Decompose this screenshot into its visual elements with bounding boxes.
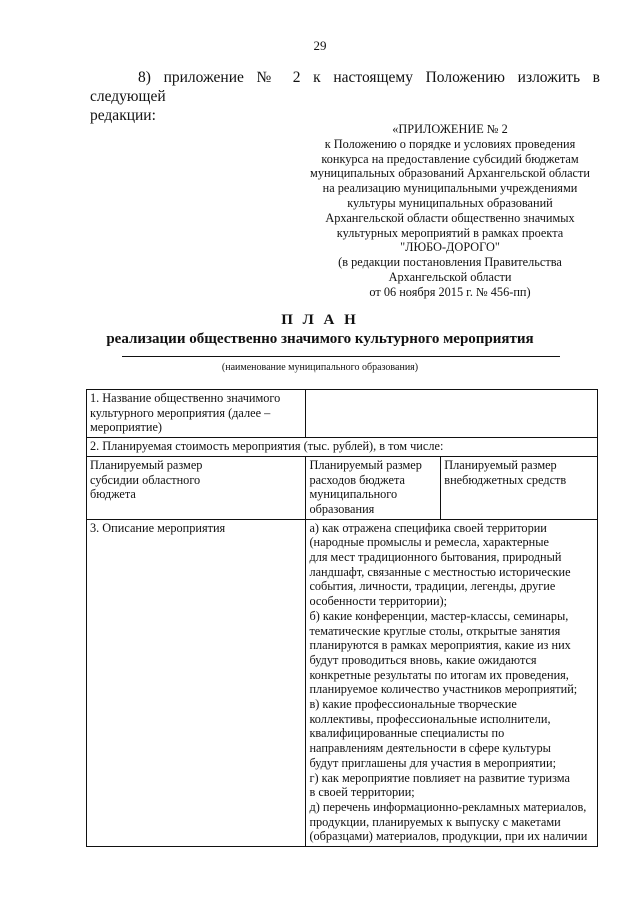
appendix-line: к Положению о порядке и условиях проведения [324, 136, 576, 151]
plan-table [86, 389, 598, 847]
table-row [87, 390, 598, 438]
cost-col-municipal: Планируемый размер расходов бюджета муниципального образования [306, 456, 441, 519]
table-row [87, 438, 598, 457]
cost-col-regional: Планируемый размер субсидии областного бюджета [87, 456, 306, 519]
appendix-line: "ЛЮБО-ДОРОГО" [400, 240, 500, 255]
appendix-line: на реализацию муниципальными учреждениями [322, 181, 578, 196]
plan-title: П Л А Н [281, 312, 359, 328]
table-row [87, 456, 598, 519]
appendix-line: культурных мероприятий в рамках проекта [336, 225, 564, 240]
appendix-line: от 06 ноября 2015 г. № 456-пп) [369, 284, 531, 299]
appendix-line: конкурса на предоставление субсидий бюджетам [321, 151, 579, 166]
appendix-header [290, 122, 610, 300]
appendix-line: «ПРИЛОЖЕНИЕ № 2 [392, 122, 508, 136]
page-number: 29 [313, 38, 327, 53]
appendix-line: культуры муниципальных образований [347, 195, 553, 210]
description-text: а) как отражена специфика своей территории (народные промыслы и ремесла, характерные для мест традиционного бытования, природный ландшафт, связанные с местностью исторические события, личности, традиции, легенды, другие особенности территории); б) какие конференции, мастер-классы, семинары, тематические круглые столы, открытые занятия планируются в рамках мероприятия, какие из них будут проводиться вновь, какие ожидаются конкретные результаты по итогам их проведения, планируемое количество участников мероприятий; в) какие профессиональные творческие коллективы, профессиональные исполнители, квалифицированные специалисты по направлениям деятельности в сфере культуры будут приглашены для участия в мероприятии; г) как мероприятие повлияет на развитие туризма в своей территории; д) перечень информационно-рекламных материалов, продукции, планируемых к выпуску с макетами (образцами) материалов, продукции, при их наличии [306, 519, 598, 846]
plan-subtitle: реализации общественно значимого культурного мероприятия [106, 331, 534, 347]
table-row [87, 519, 598, 846]
municipality-caption: (наименование муниципального образования) [221, 362, 419, 373]
intro-line-1: 8) приложение № 2 к настоящему Положению изложить в следующей [90, 69, 600, 105]
municipality-blank-line [122, 356, 560, 357]
appendix-line: Архангельской области [388, 269, 512, 284]
intro-line-2: редакции: [90, 107, 156, 124]
cost-col-extrabudgetary: Планируемый размер внебюджетных средств [441, 456, 598, 519]
appendix-line: муниципальных образований Архангельской области [310, 166, 590, 181]
event-name-label: 1. Название общественно значимого культурного мероприятия (далее – мероприятие) [87, 390, 306, 438]
appendix-line: (в редакции постановления Правительства [338, 255, 562, 270]
description-label: 3. Описание мероприятия [87, 519, 306, 846]
cost-label: 2. Планируемая стоимость мероприятия (тыс. рублей), в том числе: [87, 438, 598, 457]
event-name-value [306, 390, 598, 438]
intro-paragraph [90, 68, 600, 125]
appendix-line: Архангельской области общественно значимых [325, 210, 575, 225]
